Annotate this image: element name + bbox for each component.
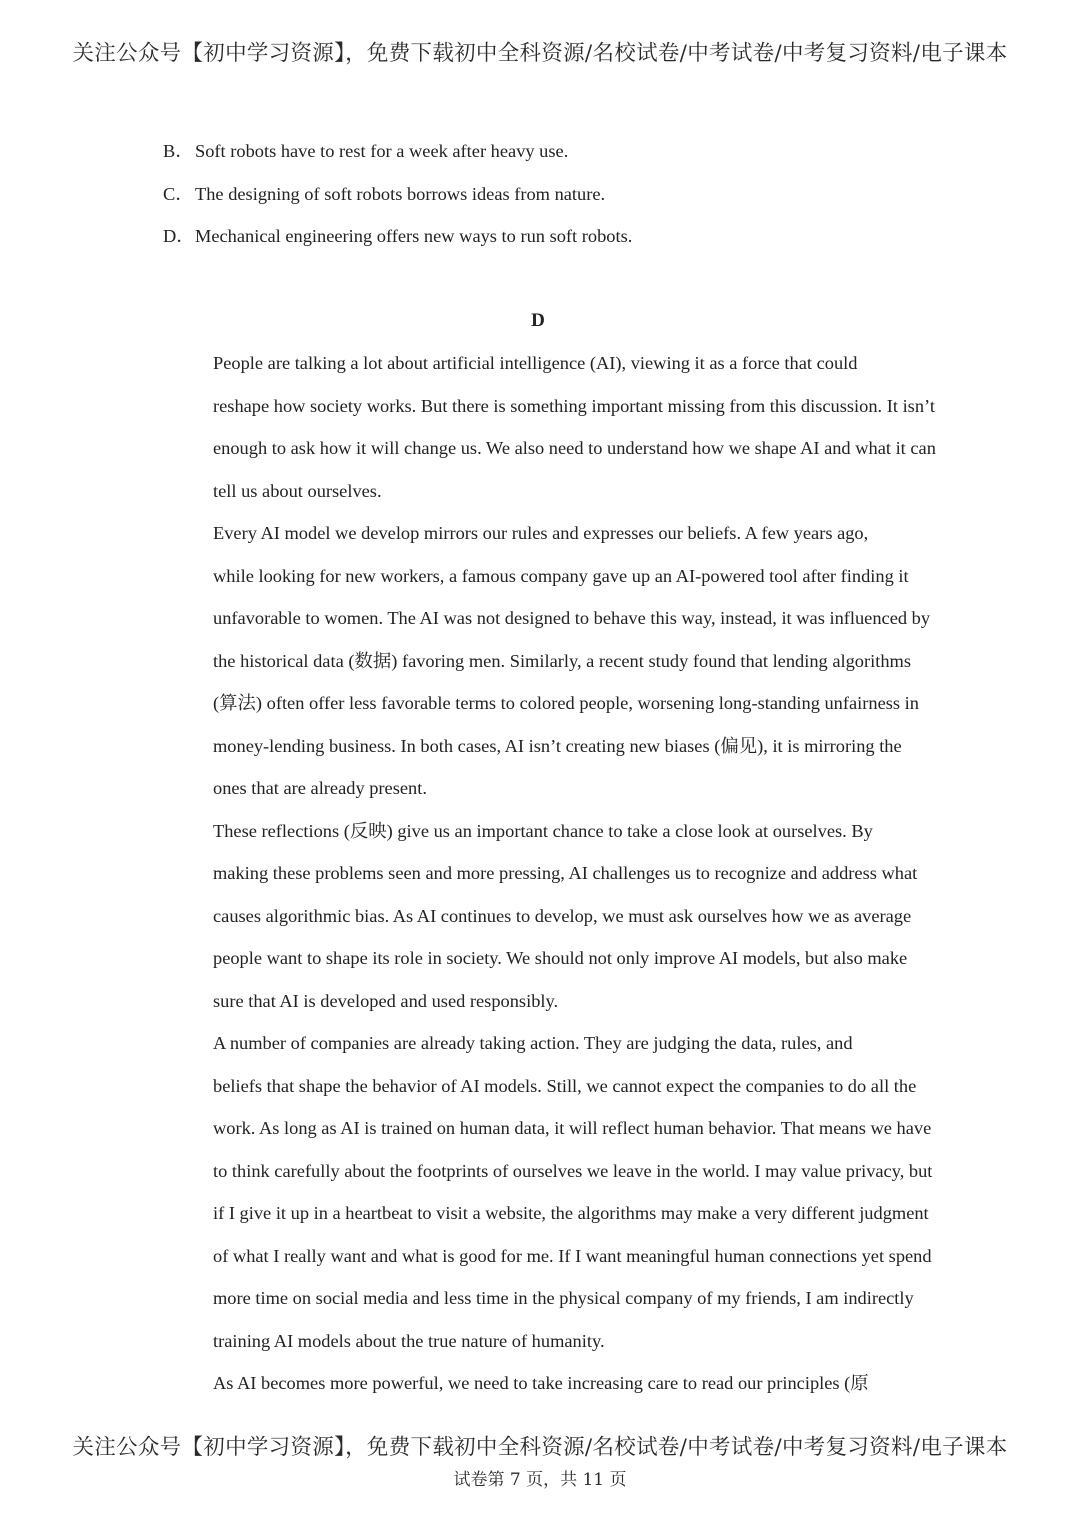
answer-option	[163, 173, 928, 216]
document-body	[163, 130, 936, 1405]
paragraph-line: enough to ask how it will change us. We also need to understand how we shape AI and what it can	[213, 438, 936, 458]
paragraph-line: to think carefully about the footprints of ourselves we leave in the world. I may value privacy, but	[213, 1160, 933, 1181]
paragraph-line: money-lending business. In both cases, AI isn’t creating new biases (偏见), it is mirroring the	[213, 735, 902, 756]
passage-paragraph	[163, 512, 931, 810]
paragraph-line: if I give it up in a heartbeat to visit a website, the algorithms may make a very different judgment	[213, 1203, 929, 1223]
paragraph-line: (算法) often offer less favorable terms to colored people, worsening long-standing unfairness in	[213, 693, 919, 713]
header-banner: 关注公众号【初中学习资源】，免费下载初中全科资源/名校试卷/中考试卷/中考复习资料/电子课本	[72, 41, 1008, 66]
paragraph-line: while looking for new workers, a famous company gave up an AI-powered tool after finding it	[213, 565, 909, 586]
option-letter: D．	[163, 226, 195, 246]
option-text: The designing of soft robots borrows ideas from nature.	[195, 183, 606, 204]
section-title: D	[531, 309, 545, 331]
passage-paragraph	[163, 810, 928, 1023]
paragraph-line: As AI becomes more powerful, we need to take increasing care to read our principles (原	[213, 1373, 869, 1393]
paragraph-line: work. As long as AI is trained on human data, it will reflect human behavior. That means we have	[213, 1118, 932, 1138]
option-text: Mechanical engineering offers new ways to run soft robots.	[195, 226, 633, 246]
paragraph-line: tell us about ourselves.	[213, 480, 382, 501]
paragraph-line: causes algorithmic bias. As AI continues to develop, we must ask ourselves how we as average	[213, 905, 912, 926]
passage	[163, 342, 936, 1405]
paragraph-line: training AI models about the true nature of humanity.	[213, 1330, 605, 1351]
paragraph-line: more time on social media and less time in the physical company of my friends, I am indirectly	[213, 1288, 914, 1308]
paragraph-line: ones that are already present.	[213, 778, 427, 798]
option-text: Soft robots have to rest for a week after heavy use.	[195, 141, 569, 161]
option-letter: B．	[163, 141, 194, 161]
footer-banner: 关注公众号【初中学习资源】，免费下载初中全科资源/名校试卷/中考试卷/中考复习资料/电子课本	[72, 1435, 1008, 1460]
option-letter: C．	[163, 183, 194, 204]
passage-paragraph	[163, 1022, 933, 1362]
passage-paragraph	[163, 342, 936, 512]
paragraph-line: A number of companies are already taking action. They are judging the data, rules, and	[213, 1033, 853, 1053]
paragraph-line: of what I really want and what is good for me. If I want meaningful human connections yet spend	[213, 1245, 932, 1266]
paragraph-line: People are talking a lot about artificial intelligence (AI), viewing it as a force that could	[213, 353, 858, 373]
paragraph-line: making these problems seen and more pressing, AI challenges us to recognize and address what	[213, 863, 918, 883]
passage-paragraph	[163, 1362, 928, 1405]
answer-options	[163, 130, 928, 258]
paragraph-line: beliefs that shape the behavior of AI models. Still, we cannot expect the companies to do all the	[213, 1075, 917, 1096]
paragraph-line: the historical data (数据) favoring men. Similarly, a recent study found that lending algorithms	[213, 650, 911, 671]
page-number: 试卷第 7 页，共 11 页	[453, 1470, 627, 1490]
paragraph-line: These reflections (反映) give us an important chance to take a close look at ourselves. By	[213, 820, 873, 841]
answer-option	[163, 215, 928, 258]
paragraph-line: sure that AI is developed and used responsibly.	[213, 990, 559, 1011]
paragraph-line: people want to shape its role in society. We should not only improve AI models, but also make	[213, 948, 908, 968]
paragraph-line: unfavorable to women. The AI was not designed to behave this way, instead, it was influenced by	[213, 608, 931, 628]
paragraph-line: Every AI model we develop mirrors our rules and expresses our beliefs. A few years ago,	[213, 523, 869, 543]
answer-option	[163, 130, 928, 173]
paragraph-line: reshape how society works. But there is something important missing from this discussion. It isn’t	[213, 395, 935, 416]
